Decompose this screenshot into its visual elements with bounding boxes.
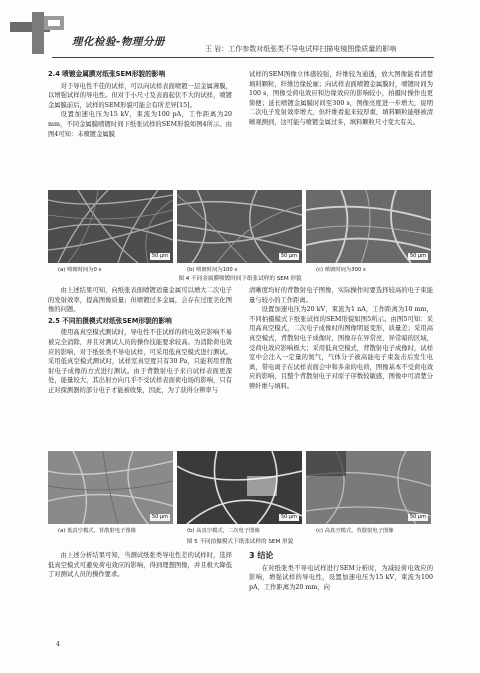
right-middle-column: [249, 286, 433, 392]
sem-image-b: [177, 190, 302, 263]
subcaption: (b) 高真空模式，二次电子图像: [187, 528, 260, 534]
scale-bar: 50 μm: [280, 514, 297, 520]
scale-bar: 50 μm: [151, 514, 168, 520]
paragraph: 清晰度均好的背散射电子图像，实际操作时要选择较高的电子束能量与较小的工作距离。: [249, 287, 433, 304]
right-bottom-column: [249, 551, 433, 592]
subcaption: (c) 高真空模式，背散射电子图像: [316, 528, 394, 534]
scale-bar: 50 μm: [280, 253, 297, 259]
paragraph: 对于导电性不佳的试样，可以向试样表面喷镀一层金属薄膜，以增强试样的导电性。但对于小尺寸及表面起伏不大的试样，喷镀金属膜前后，试样的SEM形貌可能会有所差异[15]。: [48, 82, 232, 109]
paragraph: 试样的SEM图像立体感较强，纤维较为通透，放大图像能看清楚填料颗粒，纤维边缘轮廓；向试样表面喷镀金属膜时，喷镀时间为100 s，图像受荷电效应和边缘效应的影响较小，拍摄时操作也更简便；延长喷镀金属膜时间至300 s，图像亮度进一步增大，说明二次电子发射效率增大，但纤维看起来较厚重，填料颗粒能够被清晰观测到，这可能与喷镀金属过多，填料颗粒尺寸变大有关。: [249, 71, 433, 126]
subcaption: (b) 喷镀时间为100 s: [187, 267, 238, 273]
paragraph: 使用高真空模式测试时，导电性不佳试样的荷电效应影响不易被完全消除，并且对测试人员的操作技能要求较高。为消除荷电效应的影响，对于纸张类不导电试样，可采用低真空模式进行测试。采用低真空模式测试时，试样室真空度只有30 Pa，只能利用背散射电子成像的方式进行测试。由于背散射电子来自试样表面更深处，能量较大，其出射方向几乎不受试样表面荷电场的影响，只有正对探测器的部分电子才能被收集，因此，为了获得分辨率与: [48, 329, 232, 394]
page-number: 4: [56, 640, 61, 648]
header-rule: [52, 57, 434, 58]
journal-logo: [10, 12, 68, 54]
scale-bar: 50 μm: [151, 253, 168, 259]
section-heading-3: 3 结论: [249, 551, 274, 560]
section-heading-2-4: 2.4 喷镀金属膜对纸张SEM形貌的影响: [48, 70, 166, 78]
scale-bar: 50 μm: [409, 514, 426, 520]
page-header: [0, 0, 480, 58]
running-title: 王 岩：工作参数对纸张类不导电试样扫描电镜图像质量的影响: [205, 45, 397, 53]
figure-4-images: [48, 190, 431, 263]
left-middle-column: [48, 286, 232, 396]
subcaption: (a) 低真空模式，背散射电子图像: [58, 528, 136, 534]
paragraph: 在对纸张类不导电试样进行SEM分析时，为减轻荷电效应的影响，增强试样的导电性，设置加速电压为15 kV，束流为100 pA，工作距离为20 mm，向: [249, 564, 433, 591]
left-top-column: [48, 70, 232, 139]
paragraph: 设置加速电压为20 kV，束流为1 nA，工作距离为10 mm，不同拍摄模式下纸张试样的SEM形貌如图5所示。由图5可知：采用高真空模式，二次电子成像时的图像明显变形，质量差；采用高真空模式，背散射电子成像时，图像存在异常亮、异常暗的区域，受荷电效应影响极大；采用低真空模式，背散射电子成像时，试样室中会注入一定量的氮气，气体分子被高能电子束轰击后发生电离，带电离子在试样表面会中和多余的电荷，图像基本不受荷电效应的影响，且整个背散射电子对原子序数较敏感，图像中可清楚分辨纤维与填料。: [249, 306, 433, 390]
subcaption: (a) 喷镀时间为0 s: [58, 267, 102, 273]
right-top-column: [249, 70, 433, 128]
subcaption: (c) 喷镀时间为300 s: [316, 267, 366, 273]
figure-4-caption: 图 4 不同金属膜喷镀时间下纸张试样的 SEM 形貌: [178, 276, 302, 282]
journal-name: 理化检验-物理分册: [72, 36, 165, 48]
sem-image-a: [48, 190, 173, 263]
paragraph: 由上述分析结果可知，当测试纸张类导电性差的试样时，选择低真空模式可避免荷电效应的影响，得到理想图像，并且极大降低了对测试人员的操作要求。: [48, 552, 232, 579]
sem-image-c: [306, 190, 431, 263]
scale-bar: 50 μm: [409, 253, 426, 259]
section-heading-2-5: 2.5 不同拍摄模式对纸张SEM形貌的影响: [48, 316, 172, 325]
paragraph: 由上述结果可知，向纸张表面喷镀适量金属可以增大二次电子的发射效率，提高图像质量；但喷镀过多金属，会存在过度美化图像的问题。: [48, 287, 232, 314]
paragraph: 设置加速电压为15 kV，束流为100 pA，工作距离为20 mm，不同金属膜喷镀时间下纸张试样的SEM形貌如图4所示。由图4可知：未喷镀金属膜: [48, 111, 232, 138]
figure-5-caption: 图 5 不同拍摄模式下纸张试样的 SEM 形貌: [186, 539, 294, 545]
figure-5-images: [48, 451, 431, 524]
sem-image-c: [306, 451, 431, 524]
left-bottom-column: [48, 551, 232, 580]
sem-image-a: [48, 451, 173, 524]
sem-image-b: [177, 451, 302, 524]
